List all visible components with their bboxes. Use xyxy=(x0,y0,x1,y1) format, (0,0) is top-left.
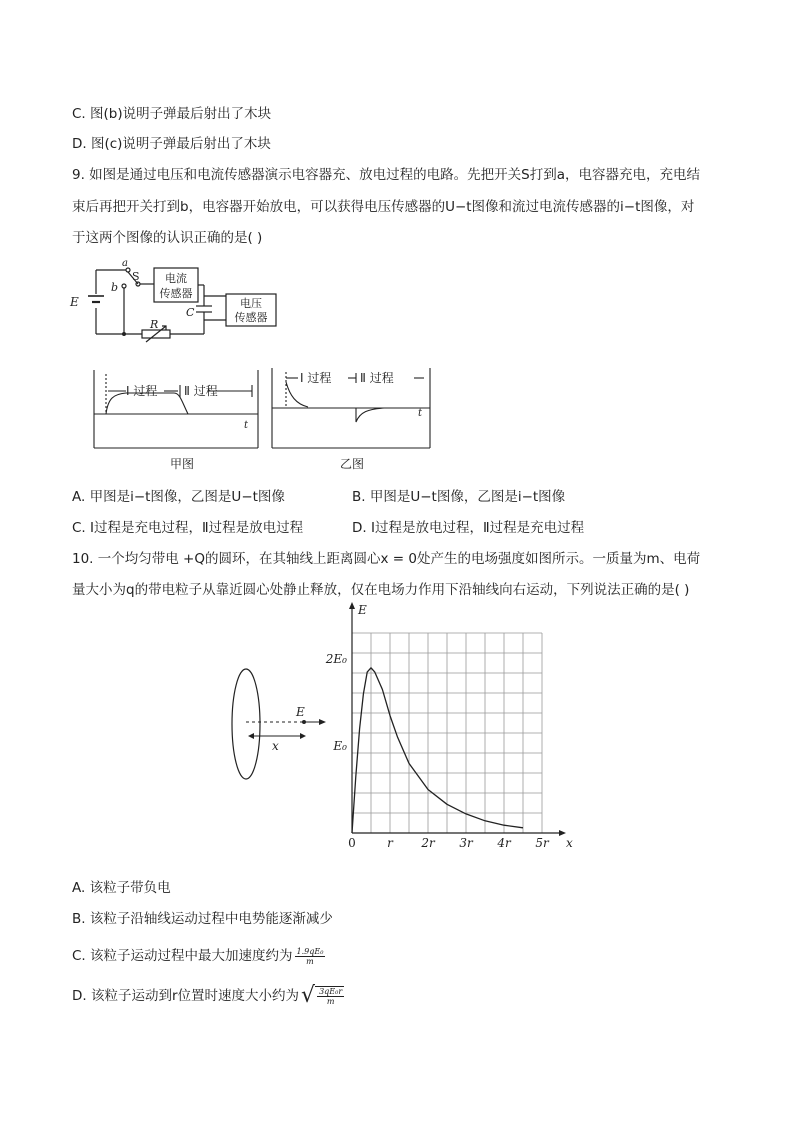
circuit-diagram xyxy=(66,258,286,342)
yi-process-2: Ⅱ 过程 xyxy=(360,371,394,385)
jia-caption: 甲图 xyxy=(169,457,195,471)
q10-option-c xyxy=(72,946,325,966)
jia-process-1: Ⅰ 过程 xyxy=(126,384,158,398)
y-tick-label: E₀ xyxy=(333,739,347,754)
q10-option-d xyxy=(72,985,344,1007)
x-axis-label: x xyxy=(566,836,573,850)
x-tick-label: 5r xyxy=(535,836,549,850)
y-tick-label: 2E₀ xyxy=(325,652,347,667)
x-tick-label: 3r xyxy=(459,836,473,850)
q8-option-c: C. 图(b)说明子弹最后射出了木块 xyxy=(72,106,272,122)
ring-diagram xyxy=(224,664,334,784)
label-E: E xyxy=(70,295,79,309)
ring-E-label: E xyxy=(296,705,305,719)
yi-caption: 乙图 xyxy=(339,457,365,471)
x-axis-arrow xyxy=(559,830,566,836)
q9-stem-line-2: 束后再把开关打到b，电容器开始放电，可以获得电压传感器的U−t图像和流过电流传感器的i−t图像，对 xyxy=(72,199,695,215)
label-b: b xyxy=(111,281,119,294)
e-x-chart xyxy=(326,600,572,852)
yi-process-1: Ⅰ 过程 xyxy=(300,371,332,385)
voltage-sensor-label-1: 电压 xyxy=(240,297,262,310)
q10-option-b: B. 该粒子沿轴线运动过程中电势能逐渐减少 xyxy=(72,911,333,927)
q10-d-numerator: 3qE₀r xyxy=(319,987,343,996)
x-tick-label: r xyxy=(387,836,393,850)
q9-option-b: B. 甲图是U−t图像，乙图是i−t图像 xyxy=(352,489,566,505)
graph-jia xyxy=(86,362,266,474)
y-axis-label: E xyxy=(358,603,367,617)
q9-stem-line-1: 9. 如图是通过电压和电流传感器演示电容器充、放电过程的电路。先把开关S打到a，电容器充电，充电结 xyxy=(72,167,701,183)
q10-c-fraction xyxy=(295,947,326,966)
y-axis-arrow xyxy=(349,602,355,609)
q10-d-denominator: m xyxy=(326,997,335,1006)
jia-process-2: Ⅱ 过程 xyxy=(184,384,218,398)
ring-x-label: x xyxy=(272,739,279,753)
current-sensor-label-2: 传感器 xyxy=(159,287,193,300)
q10-stem-line-1: 10. 一个均匀带电 +Q的圆环，在其轴线上距离圆心x = 0处产生的电场强度如图所示。一质量为m、电荷 xyxy=(72,551,701,567)
e-x-curve xyxy=(352,668,523,833)
q10-option-c-text: C. 该粒子运动过程中最大加速度约为 xyxy=(72,948,293,964)
label-R: R xyxy=(150,318,159,331)
q10-stem-line-2: 量大小为q的带电粒子从靠近圆心处静止释放，仅在电场力作用下沿轴线向右运动，下列说法正确的是( ) xyxy=(72,582,690,598)
q9-option-a: A. 甲图是i−t图像，乙图是U−t图像 xyxy=(72,489,285,505)
q10-d-sqrt: √ $\frac{\text{3qE₀r}}{m}$ xyxy=(301,983,343,1008)
voltage-sensor-label-2: 传感器 xyxy=(234,311,268,324)
graph-yi xyxy=(264,362,444,474)
q10-c-denominator: m xyxy=(306,956,314,966)
label-S: S xyxy=(132,270,140,283)
q9-option-d: D. Ⅰ过程是放电过程，Ⅱ过程是充电过程 xyxy=(352,520,585,536)
x-tick-label: 4r xyxy=(497,836,511,850)
x-tick-label: 2r xyxy=(421,836,435,850)
q10-option-a: A. 该粒子带负电 xyxy=(72,880,171,896)
label-a: a xyxy=(122,258,128,269)
q9-option-c: C. Ⅰ过程是充电过程，Ⅱ过程是放电过程 xyxy=(72,520,304,536)
x-tick-label: 0 xyxy=(348,836,356,850)
yi-t-label: t xyxy=(418,408,423,419)
q10-c-numerator: 1.9qE₀ xyxy=(296,946,324,956)
jia-t-label: t xyxy=(244,420,249,431)
current-sensor-label-1: 电流 xyxy=(165,272,187,285)
q10-option-d-text: D. 该粒子运动到r位置时速度大小约为 xyxy=(72,988,300,1004)
label-C: C xyxy=(186,306,195,319)
q9-stem-line-3: 于这两个图像的认识正确的是( ) xyxy=(72,230,263,246)
q8-option-d: D. 图(c)说明子弹最后射出了木块 xyxy=(72,136,271,152)
